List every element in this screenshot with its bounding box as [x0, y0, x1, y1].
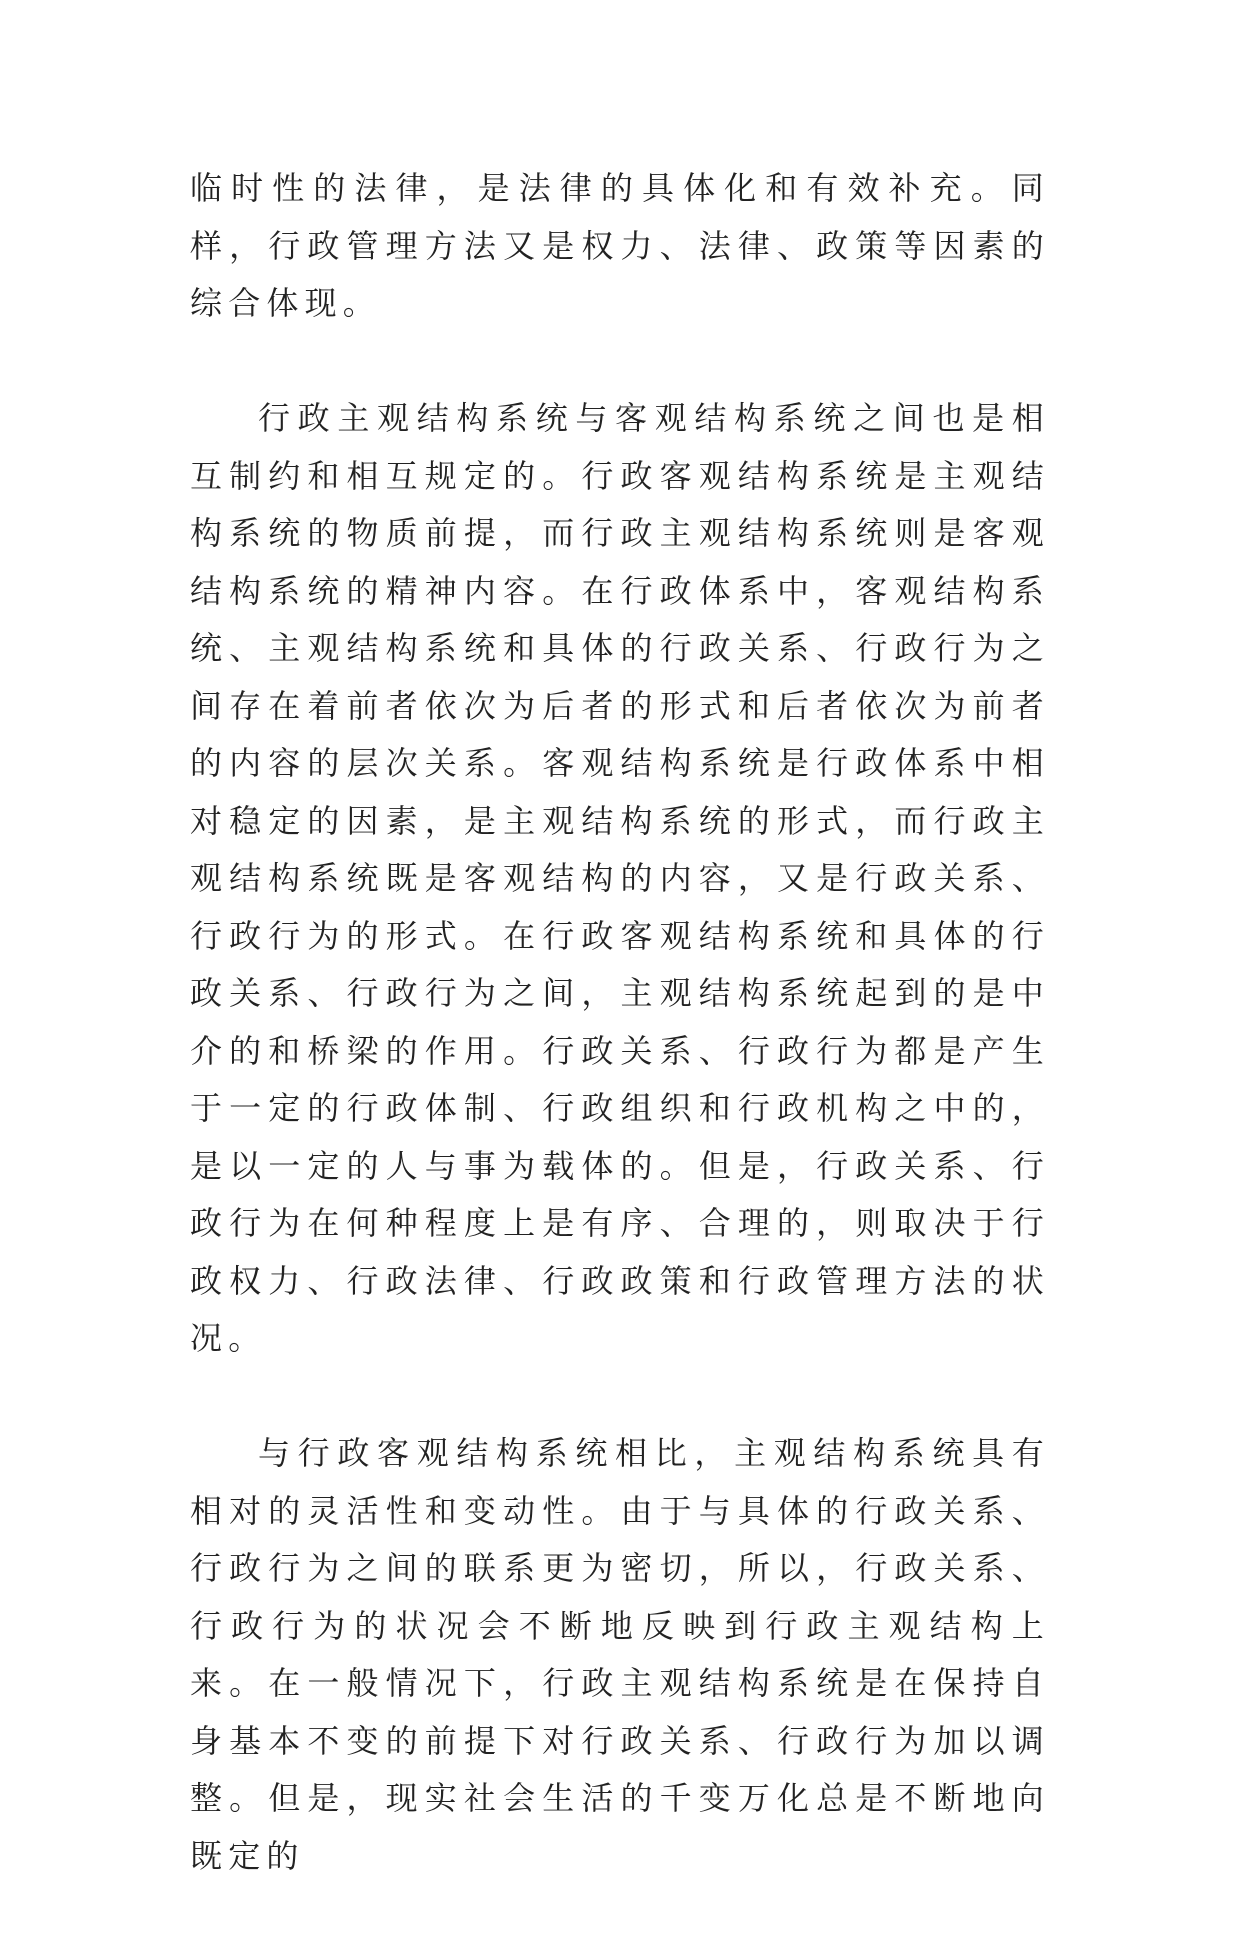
- paragraph-structure-relations: 行政主观结构系统与客观结构系统之间也是相互制约和相互规定的。行政客观结构系统是主观结构系统的物质前提，而行政主观结构系统则是客观结构系统的精神内容。在行政体系中，客观结构系统、主观结构系统和具体的行政关系、行政行为之间存在着前者依次为后者的形式和后者依次为前者的内容的层次关系。客观结构系统是行政体系中相对稳定的因素，是主观结构系统的形式，而行政主观结构系统既是客观结构的内容，又是行政关系、行政行为的形式。在行政客观结构系统和具体的行政关系、行政行为之间，主观结构系统起到的是中介的和桥梁的作用。行政关系、行政行为都是产生于一定的行政体制、行政组织和行政机构之中的，是以一定的人与事为载体的。但是，行政关系、行政行为在何种程度上是有序、合理的，则取决于行政权力、行政法律、行政政策和行政管理方法的状况。: [190, 399, 1050, 1357]
- paragraph-flexibility: 与行政客观结构系统相比，主观结构系统具有相对的灵活性和变动性。由于与具体的行政关系、行政行为之间的联系更为密切，所以，行政关系、行政行为的状况会不断地反映到行政主观结构上来。在一般情况下，行政主观结构系统是在保持自身基本不变的前提下对行政关系、行政行为加以调整。但是，现实社会生活的千变万化总是不断地向既定的: [190, 1434, 1050, 1875]
- paragraph-continued: 临时性的法律，是法律的具体化和有效补充。同样，行政管理方法又是权力、法律、政策等因素的综合体现。: [190, 169, 1050, 322]
- document-body: [190, 160, 1050, 1943]
